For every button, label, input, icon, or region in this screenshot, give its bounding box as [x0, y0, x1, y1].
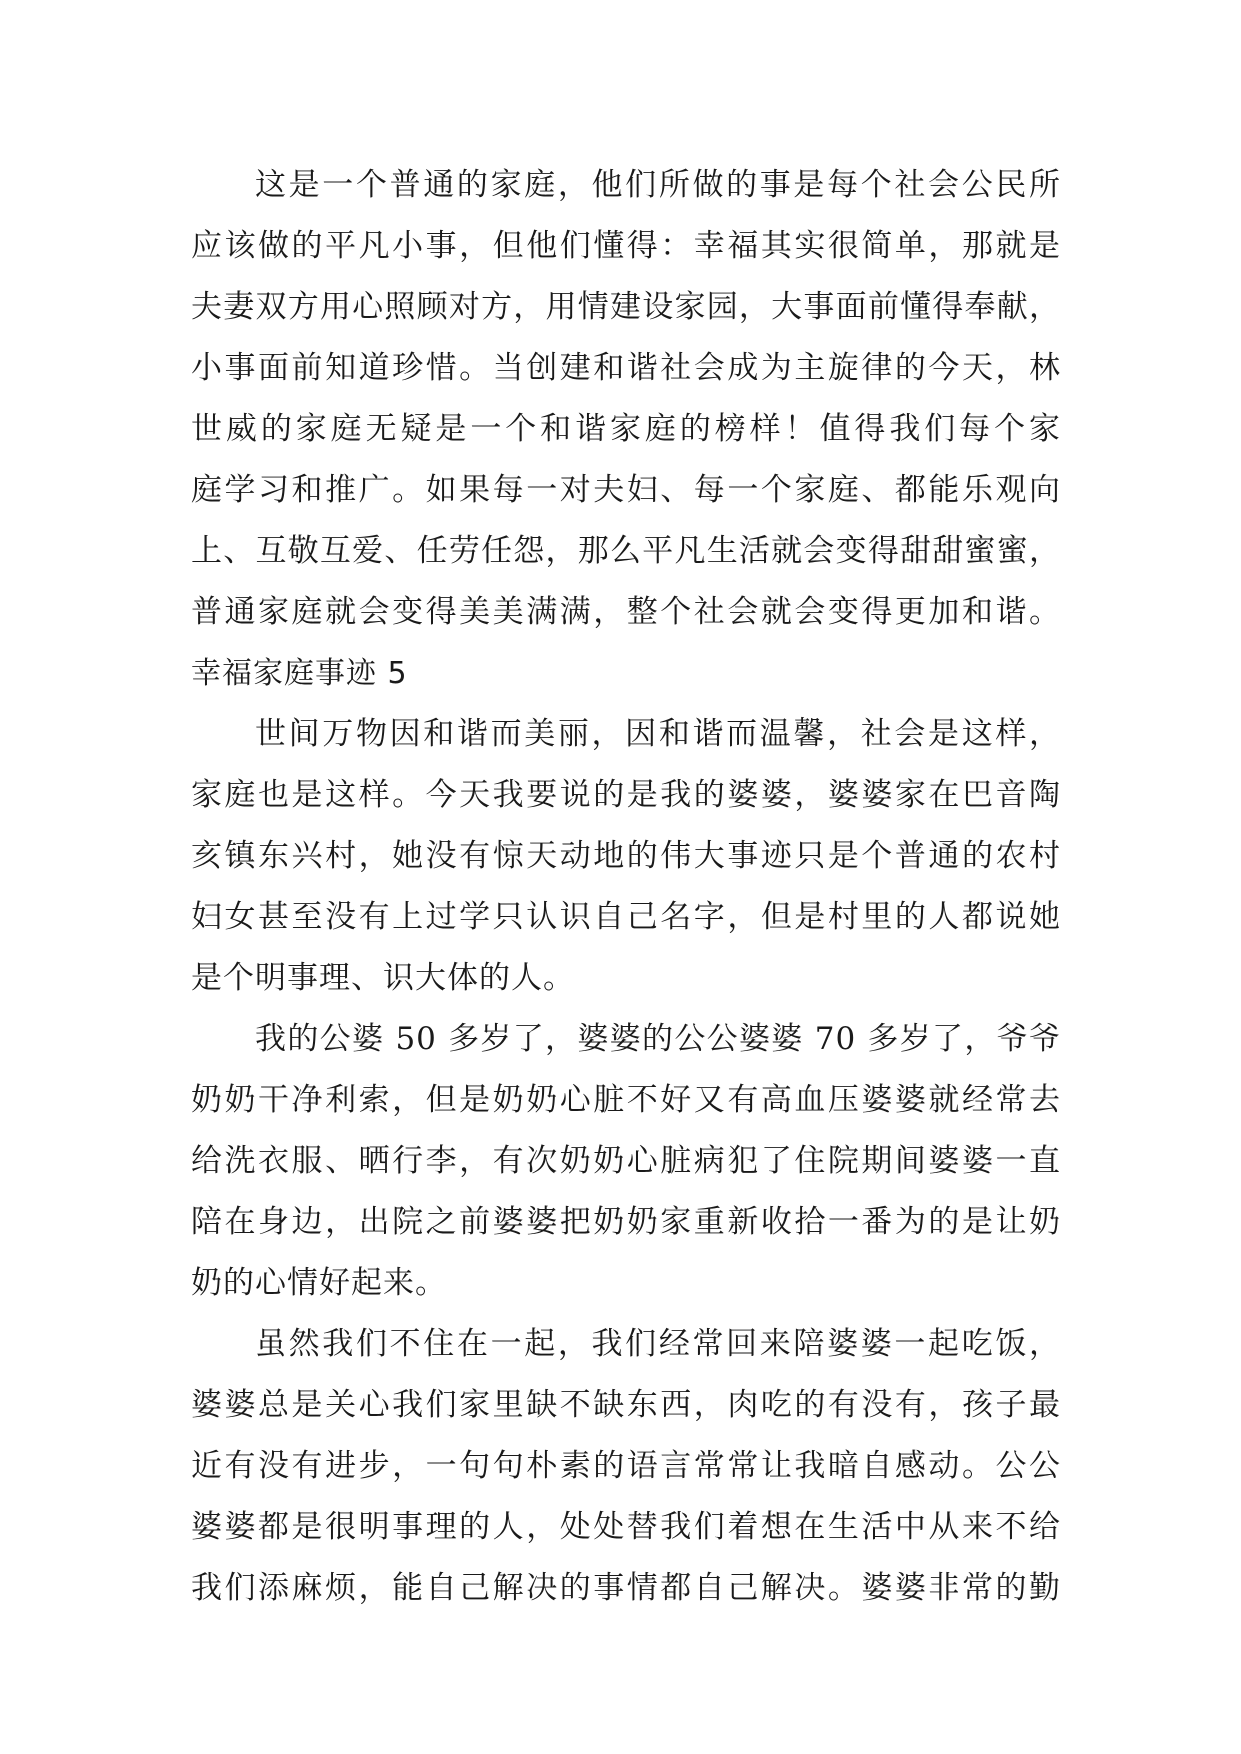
paragraph-line: 婆婆总是关心我们家里缺不缺东西，肉吃的有没有，孩子最	[191, 1387, 1061, 1423]
paragraph-line: 这是一个普通的家庭，他们所做的事是每个社会公民所	[255, 167, 1061, 203]
paragraph-line: 亥镇东兴村，她没有惊天动地的伟大事迹只是个普通的农村	[191, 838, 1061, 874]
paragraph-line: 应该做的平凡小事，但他们懂得：幸福其实很简单，那就是	[191, 228, 1061, 264]
paragraph-line: 奶奶干净利索，但是奶奶心脏不好又有高血压婆婆就经常去	[191, 1082, 1061, 1118]
paragraph-line: 上、互敬互爱、任劳任怨，那么平凡生活就会变得甜甜蜜蜜，	[191, 533, 1061, 569]
paragraph-3	[191, 1009, 1061, 1314]
paragraph-line: 庭学习和推广。如果每一对夫妇、每一个家庭、都能乐观向	[191, 472, 1061, 508]
paragraph-line: 夫妻双方用心照顾对方，用情建设家园，大事面前懂得奉献，	[191, 289, 1061, 325]
paragraph-line: 家庭也是这样。今天我要说的是我的婆婆，婆婆家在巴音陶	[191, 777, 1061, 813]
paragraph-line: 虽然我们不住在一起，我们经常回来陪婆婆一起吃饭，	[255, 1326, 1061, 1362]
paragraph-2	[191, 704, 1061, 1009]
section-heading: 幸福家庭事迹 5	[191, 656, 408, 691]
paragraph-line: 奶的心情好起来。	[191, 1265, 447, 1301]
paragraph-1	[191, 155, 1061, 643]
paragraph-line: 给洗衣服、晒行李，有次奶奶心脏病犯了住院期间婆婆一直	[191, 1143, 1061, 1179]
paragraph-line: 婆婆都是很明事理的人，处处替我们着想在生活中从来不给	[191, 1509, 1061, 1545]
paragraph-4	[191, 1314, 1061, 1619]
paragraph-line: 妇女甚至没有上过学只认识自己名字，但是村里的人都说她	[191, 899, 1061, 935]
paragraph-line: 我的公婆 50 多岁了，婆婆的公公婆婆 70 多岁了，爷爷	[255, 1021, 1061, 1057]
paragraph-line: 陪在身边，出院之前婆婆把奶奶家重新收拾一番为的是让奶	[191, 1204, 1061, 1240]
paragraph-line: 小事面前知道珍惜。当创建和谐社会成为主旋律的今天，林	[191, 350, 1061, 386]
paragraph-line: 我们添麻烦，能自己解决的事情都自己解决。婆婆非常的勤	[191, 1570, 1061, 1606]
paragraph-line: 普通家庭就会变得美美满满，整个社会就会变得更加和谐。	[191, 594, 1061, 630]
document-body	[191, 155, 1061, 1619]
paragraph-line: 近有没有进步，一句句朴素的语言常常让我暗自感动。公公	[191, 1448, 1061, 1484]
paragraph-line: 世威的家庭无疑是一个和谐家庭的榜样！值得我们每个家	[191, 411, 1061, 447]
paragraph-line: 是个明事理、识大体的人。	[191, 960, 575, 996]
paragraph-line: 世间万物因和谐而美丽，因和谐而温馨，社会是这样，	[255, 716, 1061, 752]
